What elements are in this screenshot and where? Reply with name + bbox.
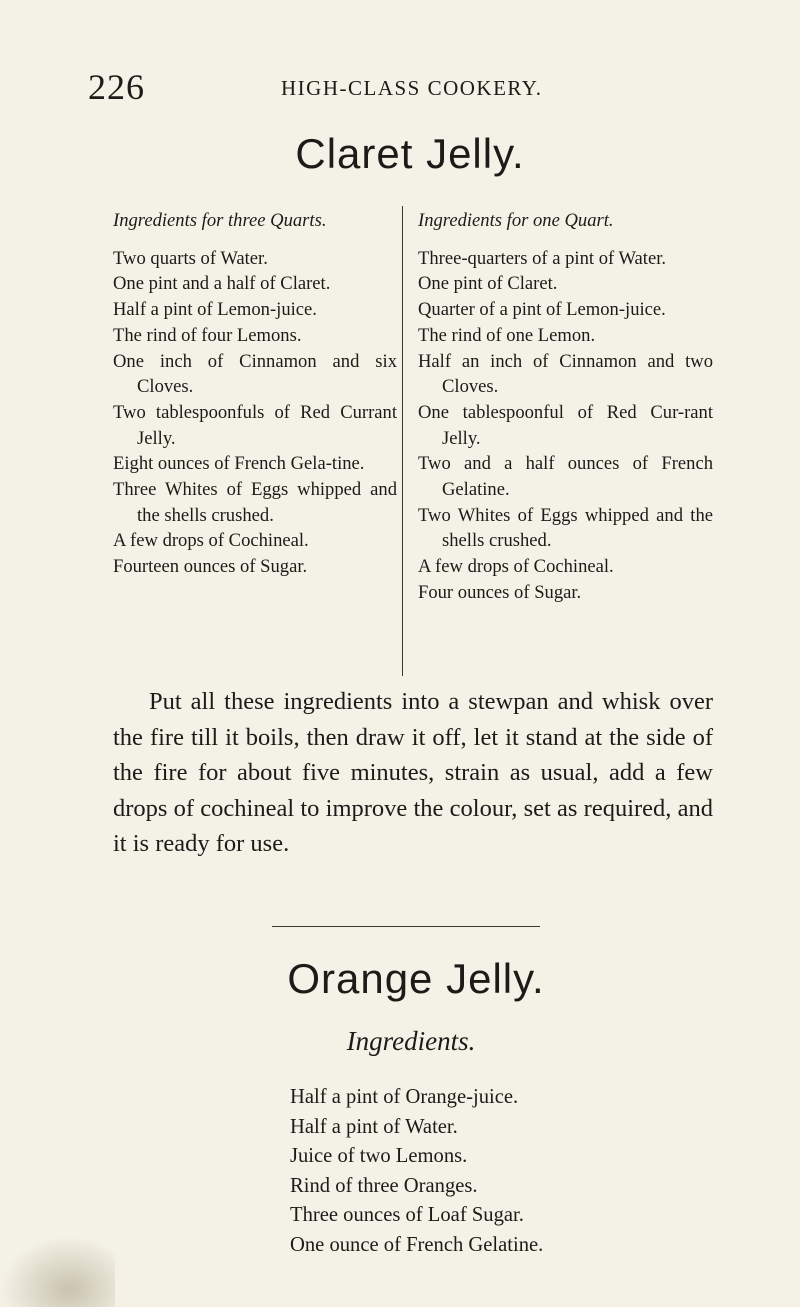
list-item: One pint and a half of Claret. bbox=[113, 273, 331, 295]
list-item: Two tablespoonfuls of Red Currant Jelly. bbox=[113, 401, 397, 449]
section-divider bbox=[272, 926, 540, 927]
list-item: A few drops of Cochineal. bbox=[113, 530, 309, 552]
left-column-heading: Ingredients for three Quarts. bbox=[113, 210, 327, 231]
orange-ingredients-list bbox=[290, 1083, 543, 1260]
list-item: Half a pint of Orange-juice. bbox=[290, 1086, 519, 1108]
paper-stain bbox=[0, 1236, 115, 1307]
list-item: Two quarts of Water. bbox=[113, 247, 268, 269]
list-item: Three-quarters of a pint of Water. bbox=[418, 247, 667, 269]
orange-ingredients-heading: Ingredients. bbox=[346, 1026, 476, 1056]
list-item: One pint of Claret. bbox=[418, 273, 558, 295]
list-item: Fourteen ounces of Sugar. bbox=[113, 556, 308, 578]
orange-jelly-title: Orange Jelly. bbox=[287, 955, 545, 1002]
list-item: One inch of Cinnamon and six Cloves. bbox=[113, 350, 397, 398]
page-header bbox=[88, 66, 728, 106]
claret-method-paragraph: Put all these ingredients into a stewpan and whisk over the fire till it boils, then draw it off, let it stand at the side of the fire for about five minutes, strain as usual, add a few drops of cochineal to improve the colour, set as required, and it is ready for use. bbox=[113, 688, 713, 857]
list-item: Two Whites of Eggs whipped and the shells crushed. bbox=[418, 504, 713, 552]
list-item: Two and a half ounces of French Gelatine. bbox=[418, 453, 713, 501]
list-item: Rind of three Oranges. bbox=[290, 1174, 478, 1197]
ingredients-three-quarts bbox=[113, 208, 397, 580]
list-item: The rind of four Lemons. bbox=[113, 324, 302, 346]
list-item: Three ounces of Loaf Sugar. bbox=[290, 1204, 524, 1226]
list-item: Eight ounces of French Gela-tine. bbox=[113, 453, 365, 475]
list-item: Half a pint of Water. bbox=[290, 1115, 458, 1138]
right-column-heading: Ingredients for one Quart. bbox=[418, 210, 614, 231]
list-item: The rind of one Lemon. bbox=[418, 324, 596, 346]
list-item: A few drops of Cochineal. bbox=[418, 556, 614, 578]
claret-jelly-title: Claret Jelly. bbox=[295, 130, 525, 177]
list-item: Juice of two Lemons. bbox=[290, 1145, 468, 1167]
list-item: Quarter of a pint of Lemon-juice. bbox=[418, 299, 666, 321]
column-divider bbox=[402, 206, 403, 676]
list-item: One tablespoonful of Red Cur-rant Jelly. bbox=[418, 401, 713, 449]
page-number: 226 bbox=[88, 67, 145, 107]
list-item: Half a pint of Lemon-juice. bbox=[113, 299, 317, 321]
list-item: Three Whites of Eggs whipped and the shells crushed. bbox=[113, 479, 397, 526]
list-item: Four ounces of Sugar. bbox=[418, 581, 582, 603]
list-item: Half an inch of Cinnamon and two Cloves. bbox=[418, 350, 713, 398]
ingredients-one-quart bbox=[418, 208, 713, 606]
list-item: One ounce of French Gelatine. bbox=[290, 1233, 544, 1256]
running-head: HIGH-CLASS COOKERY. bbox=[281, 76, 543, 100]
